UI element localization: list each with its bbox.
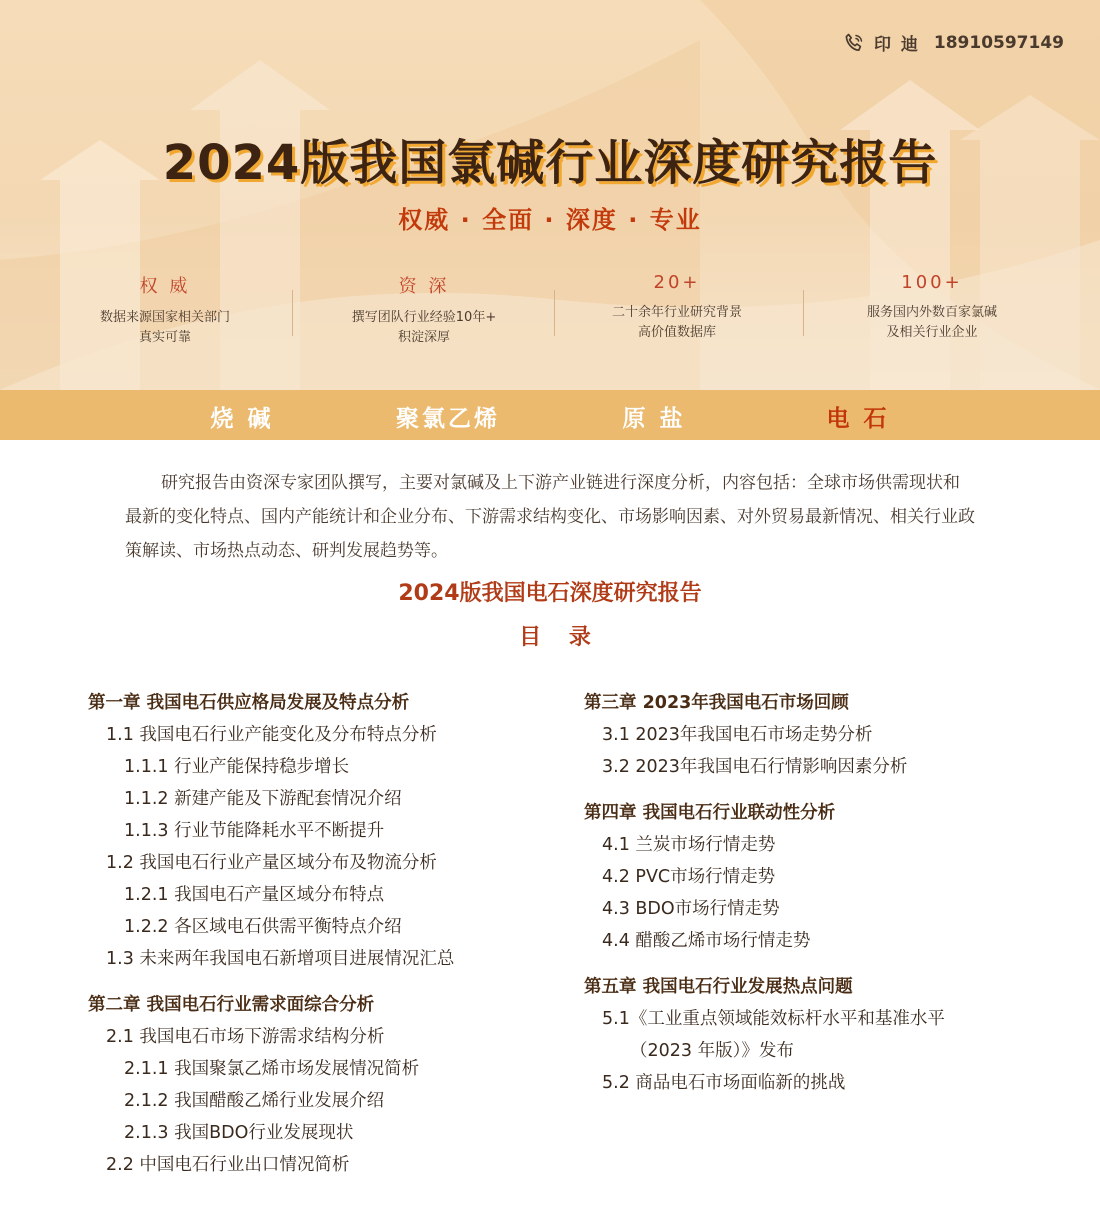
product-tab-pvc[interactable]: 聚氯乙烯: [396, 406, 500, 432]
feature-title: 100+: [901, 272, 963, 293]
contact-info: [842, 30, 1064, 55]
toc-heading: 目 录: [519, 625, 601, 650]
feature-desc-line1: 二十余年行业研究背景: [611, 305, 742, 320]
divider: [292, 290, 293, 336]
toc-entry: 4.3 BDO市场行情走势: [602, 899, 780, 919]
feature-authority: [40, 272, 290, 348]
product-tabs: [0, 390, 1100, 440]
contact-phone[interactable]: 18910597149: [933, 32, 1064, 53]
toc-entry: 2.1 我国电石市场下游需求结构分析: [106, 1027, 385, 1047]
product-tab-calcium-carbide[interactable]: 电 石: [826, 406, 890, 432]
feature-title: 20+: [653, 272, 701, 293]
toc-entry: 4.1 兰炭市场行情走势: [602, 835, 776, 855]
header-banner: [0, 0, 1100, 390]
product-tab-salt[interactable]: 原 盐: [622, 406, 686, 432]
toc-entry: 1.1.3 行业节能降耗水平不断提升: [124, 821, 385, 841]
page-title: 2024版我国氯碱行业深度研究报告: [162, 135, 938, 191]
toc-right-column: [584, 687, 1064, 1099]
feature-desc-line1: 撰写团队行业经验10年+: [351, 310, 497, 325]
intro-paragraph: 研究报告由资深专家团队撰写，主要对氯碱及上下游产业链进行深度分析，内容包括：全球市场供需现状和最新的变化特点、国内产能统计和企业分布、下游需求结构变化、市场影响因素、对外贸易最新情况、相关行业政策解读、市场热点动态、研判发展趋势等。: [125, 473, 975, 561]
tagline: 权威 · 全面 · 深度 · 专业: [398, 206, 702, 234]
feature-title: 资 深: [398, 276, 450, 297]
toc-entry: 3.1 2023年我国电石市场走势分析: [602, 725, 873, 745]
toc-entry: 2.1.1 我国聚氯乙烯市场发展情况简析: [124, 1059, 420, 1079]
toc-spacer: [88, 975, 558, 989]
feature-desc-line2: 及相关行业企业: [886, 325, 978, 340]
feature-years: [552, 272, 802, 343]
toc-entry: 1.2.2 各区域电石供需平衡特点介绍: [124, 917, 402, 937]
toc-chapter: 第三章 2023年我国电石市场回顾: [584, 693, 849, 713]
feature-experience: [299, 272, 549, 348]
toc-entry: 2.2 中国电石行业出口情况简析: [106, 1155, 350, 1175]
phone-icon: [842, 31, 866, 55]
feature-clients: [807, 272, 1057, 343]
contact-name: 印 迪: [873, 35, 920, 55]
toc-chapter: 第五章 我国电石行业发展热点问题: [584, 977, 853, 997]
toc-entry: 2.1.3 我国BDO行业发展现状: [124, 1123, 354, 1143]
toc-spacer: [584, 957, 1064, 971]
toc-entry: 1.1.1 行业产能保持稳步增长: [124, 757, 350, 777]
feature-desc-line2: 积淀深厚: [397, 330, 450, 345]
report-title: 2024版我国电石深度研究报告: [398, 581, 702, 606]
toc-chapter: 第二章 我国电石行业需求面综合分析: [88, 995, 375, 1015]
toc-entry: 4.4 醋酸乙烯市场行情走势: [602, 931, 811, 951]
toc-entry: 2.1.2 我国醋酸乙烯行业发展介绍: [124, 1091, 385, 1111]
toc-entry: 5.2 商品电石市场面临新的挑战: [602, 1073, 846, 1093]
feature-desc-line1: 数据来源国家相关部门: [99, 310, 230, 325]
toc-chapter: 第四章 我国电石行业联动性分析: [584, 803, 836, 823]
toc-entry: 3.2 2023年我国电石行情影响因素分析: [602, 757, 908, 777]
toc-entry: 4.2 PVC市场行情走势: [602, 867, 776, 887]
toc-entry: 1.1 我国电石行业产能变化及分布特点分析: [106, 725, 437, 745]
divider: [803, 290, 804, 336]
feature-highlights: [40, 272, 1060, 352]
feature-desc-line2: 高价值数据库: [637, 325, 716, 340]
toc-entry: 1.3 未来两年我国电石新增项目进展情况汇总: [106, 949, 455, 969]
product-tab-caustic-soda[interactable]: 烧 碱: [210, 406, 274, 432]
toc-entry: 5.1《工业重点领域能效标杆水平和基准水平: [602, 1009, 945, 1029]
toc-spacer: [584, 783, 1064, 797]
feature-desc-line2: 真实可靠: [138, 330, 191, 345]
toc-entry: 1.2 我国电石行业产量区域分布及物流分析: [106, 853, 437, 873]
toc-entry: 1.1.2 新建产能及下游配套情况介绍: [124, 789, 402, 809]
toc-entry: （2023 年版）》发布: [630, 1041, 794, 1061]
feature-title: 权 威: [139, 276, 191, 297]
toc-left-column: [88, 687, 558, 1181]
toc-entry: 1.2.1 我国电石产量区域分布特点: [124, 885, 385, 905]
feature-desc-line1: 服务国内外数百家氯碱: [866, 305, 997, 320]
toc-chapter: 第一章 我国电石供应格局发展及特点分析: [88, 693, 410, 713]
